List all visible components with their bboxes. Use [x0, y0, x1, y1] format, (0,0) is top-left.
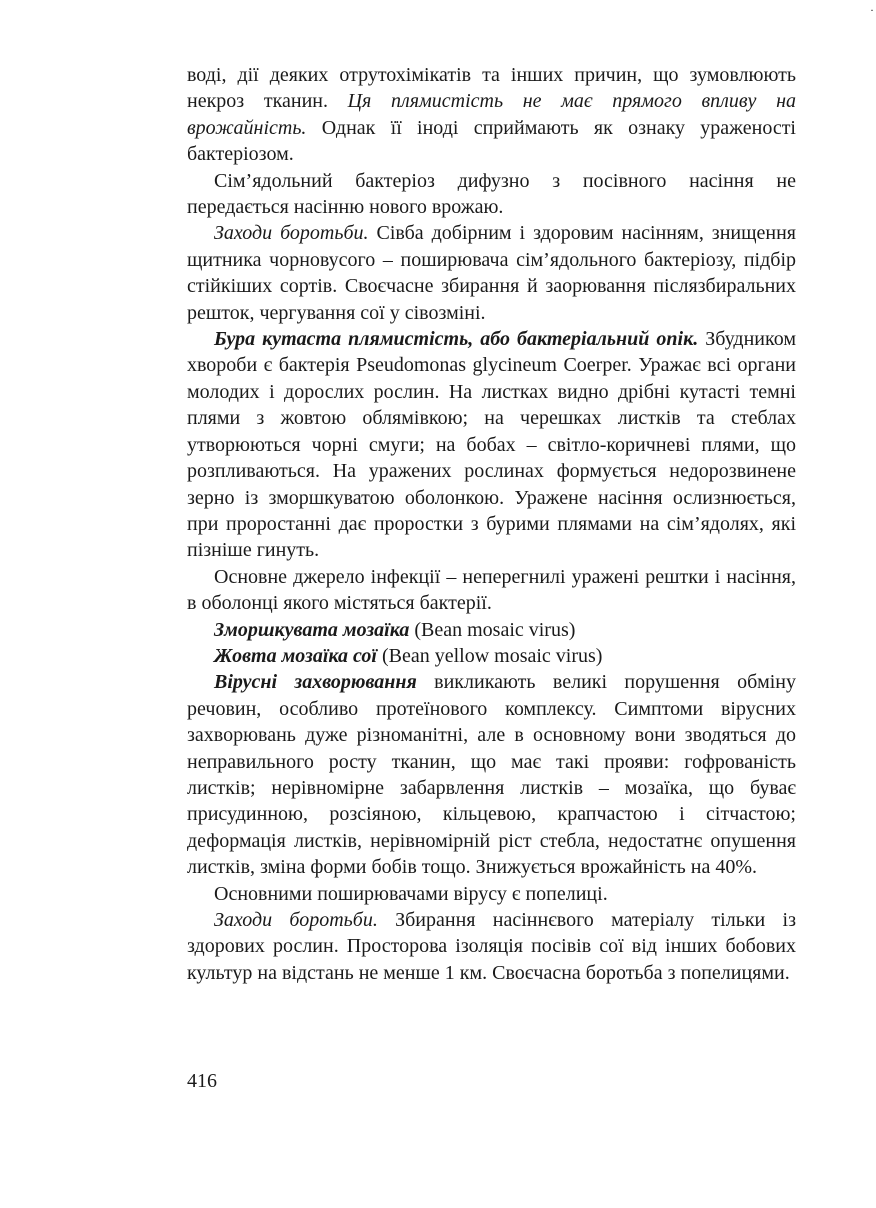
disease-title-line	[187, 643, 796, 669]
paragraph	[187, 564, 796, 617]
disease-paragraph	[187, 669, 796, 880]
text-run: Основними поширювачами вірусу є попелиці.	[214, 882, 608, 905]
disease-paragraph	[187, 326, 796, 564]
text-run: (Bean yellow mosaic virus)	[376, 644, 603, 667]
disease-heading: Зморшкувата мозаїка	[214, 618, 410, 641]
text-run: Збудником хвороби є бактерія Pseudomonas glycineum Coerper. Уражає всі органи молодих і дорослих рослин. На листках видно дрібні кутасті темні плями з жовтою облямівкою; на черешках листків та стеблах утворюються чорні смуги; на бобах – світло-коричневі плями, що розпливаються. На уражених рослинах формується недорозвинене зерно із зморшкуватою оболонкою. Уражене насіння ослизнюється, при проростанні дає проростки з бурими плямами на сім’ядолях, які пізніше гинуть.	[187, 328, 796, 562]
text-run: викликають великі порушення обміну речовин, особливо протеїнового комплексу. Симптоми вірусних захворювань дуже різноманітні, але в основному вони зводяться до неправильного росту тканин, що має такі прояви: гофрованість листків; нерівномірне забарвлення листків – мозаїка, що буває присудинною, розсіяною, кільцевою, крапчастою і сітчастою; деформація листків, нерівномірній ріст стебла, недостатнє опушення листків, зміна форми бобів тощо. Знижується врожайність на 40%.	[187, 671, 796, 879]
control-measures-paragraph	[187, 220, 796, 326]
page-number: 416	[187, 1070, 217, 1092]
section-lead-italic: Заходи боротьби.	[214, 909, 378, 931]
text-run: Сім’ядольний бактеріоз дифузно з посівного насіння не передається насінню нового врожаю.	[187, 169, 796, 219]
paragraph	[187, 168, 796, 221]
corner-mark: ·	[870, 3, 874, 17]
section-lead-italic: Заходи боротьби.	[214, 222, 369, 245]
disease-title-line	[187, 617, 796, 643]
disease-heading: Бура кутаста плямистість, або бактеріальний опік.	[214, 328, 699, 351]
body-text	[187, 62, 796, 986]
text-run: Сівба добірним і здоровим насінням, знищення щитника чорновусого – поширювача сім’ядольного бактеріозу, підбір стійкіших сортів. Своєчасне збирання й заорювання післязбиральних решток, чергування сої у сівозміні.	[187, 222, 796, 324]
text-run: воді, дії деяких отрутохімікатів та інших причин, що зумовлюють некроз тканин.	[187, 64, 796, 113]
italic-text-run: Ця плямистість не має прямого впливу на врожайність.	[187, 90, 796, 139]
paragraph	[187, 881, 796, 907]
text-run: Збирання насіннєвого матеріалу тільки із здорових рослин. Просторова ізоляція посівів сої від інших бобових культур на відстань не менше 1 км. Своєчасна боротьба з попелицями.	[187, 909, 796, 984]
text-run: (Bean mosaic virus)	[409, 618, 576, 641]
text-run: Однак її іноді сприймають як ознаку ураженості бактеріозом.	[187, 116, 796, 166]
paragraph	[187, 62, 796, 168]
text-run: Основне джерело інфекції – неперегнилі уражені рештки і насіння, в оболонці якого містяться бактерії.	[187, 565, 796, 615]
disease-heading: Жовта мозаїка сої	[214, 644, 377, 667]
disease-heading: Вірусні захворювання	[214, 671, 417, 694]
control-measures-paragraph	[187, 907, 796, 986]
